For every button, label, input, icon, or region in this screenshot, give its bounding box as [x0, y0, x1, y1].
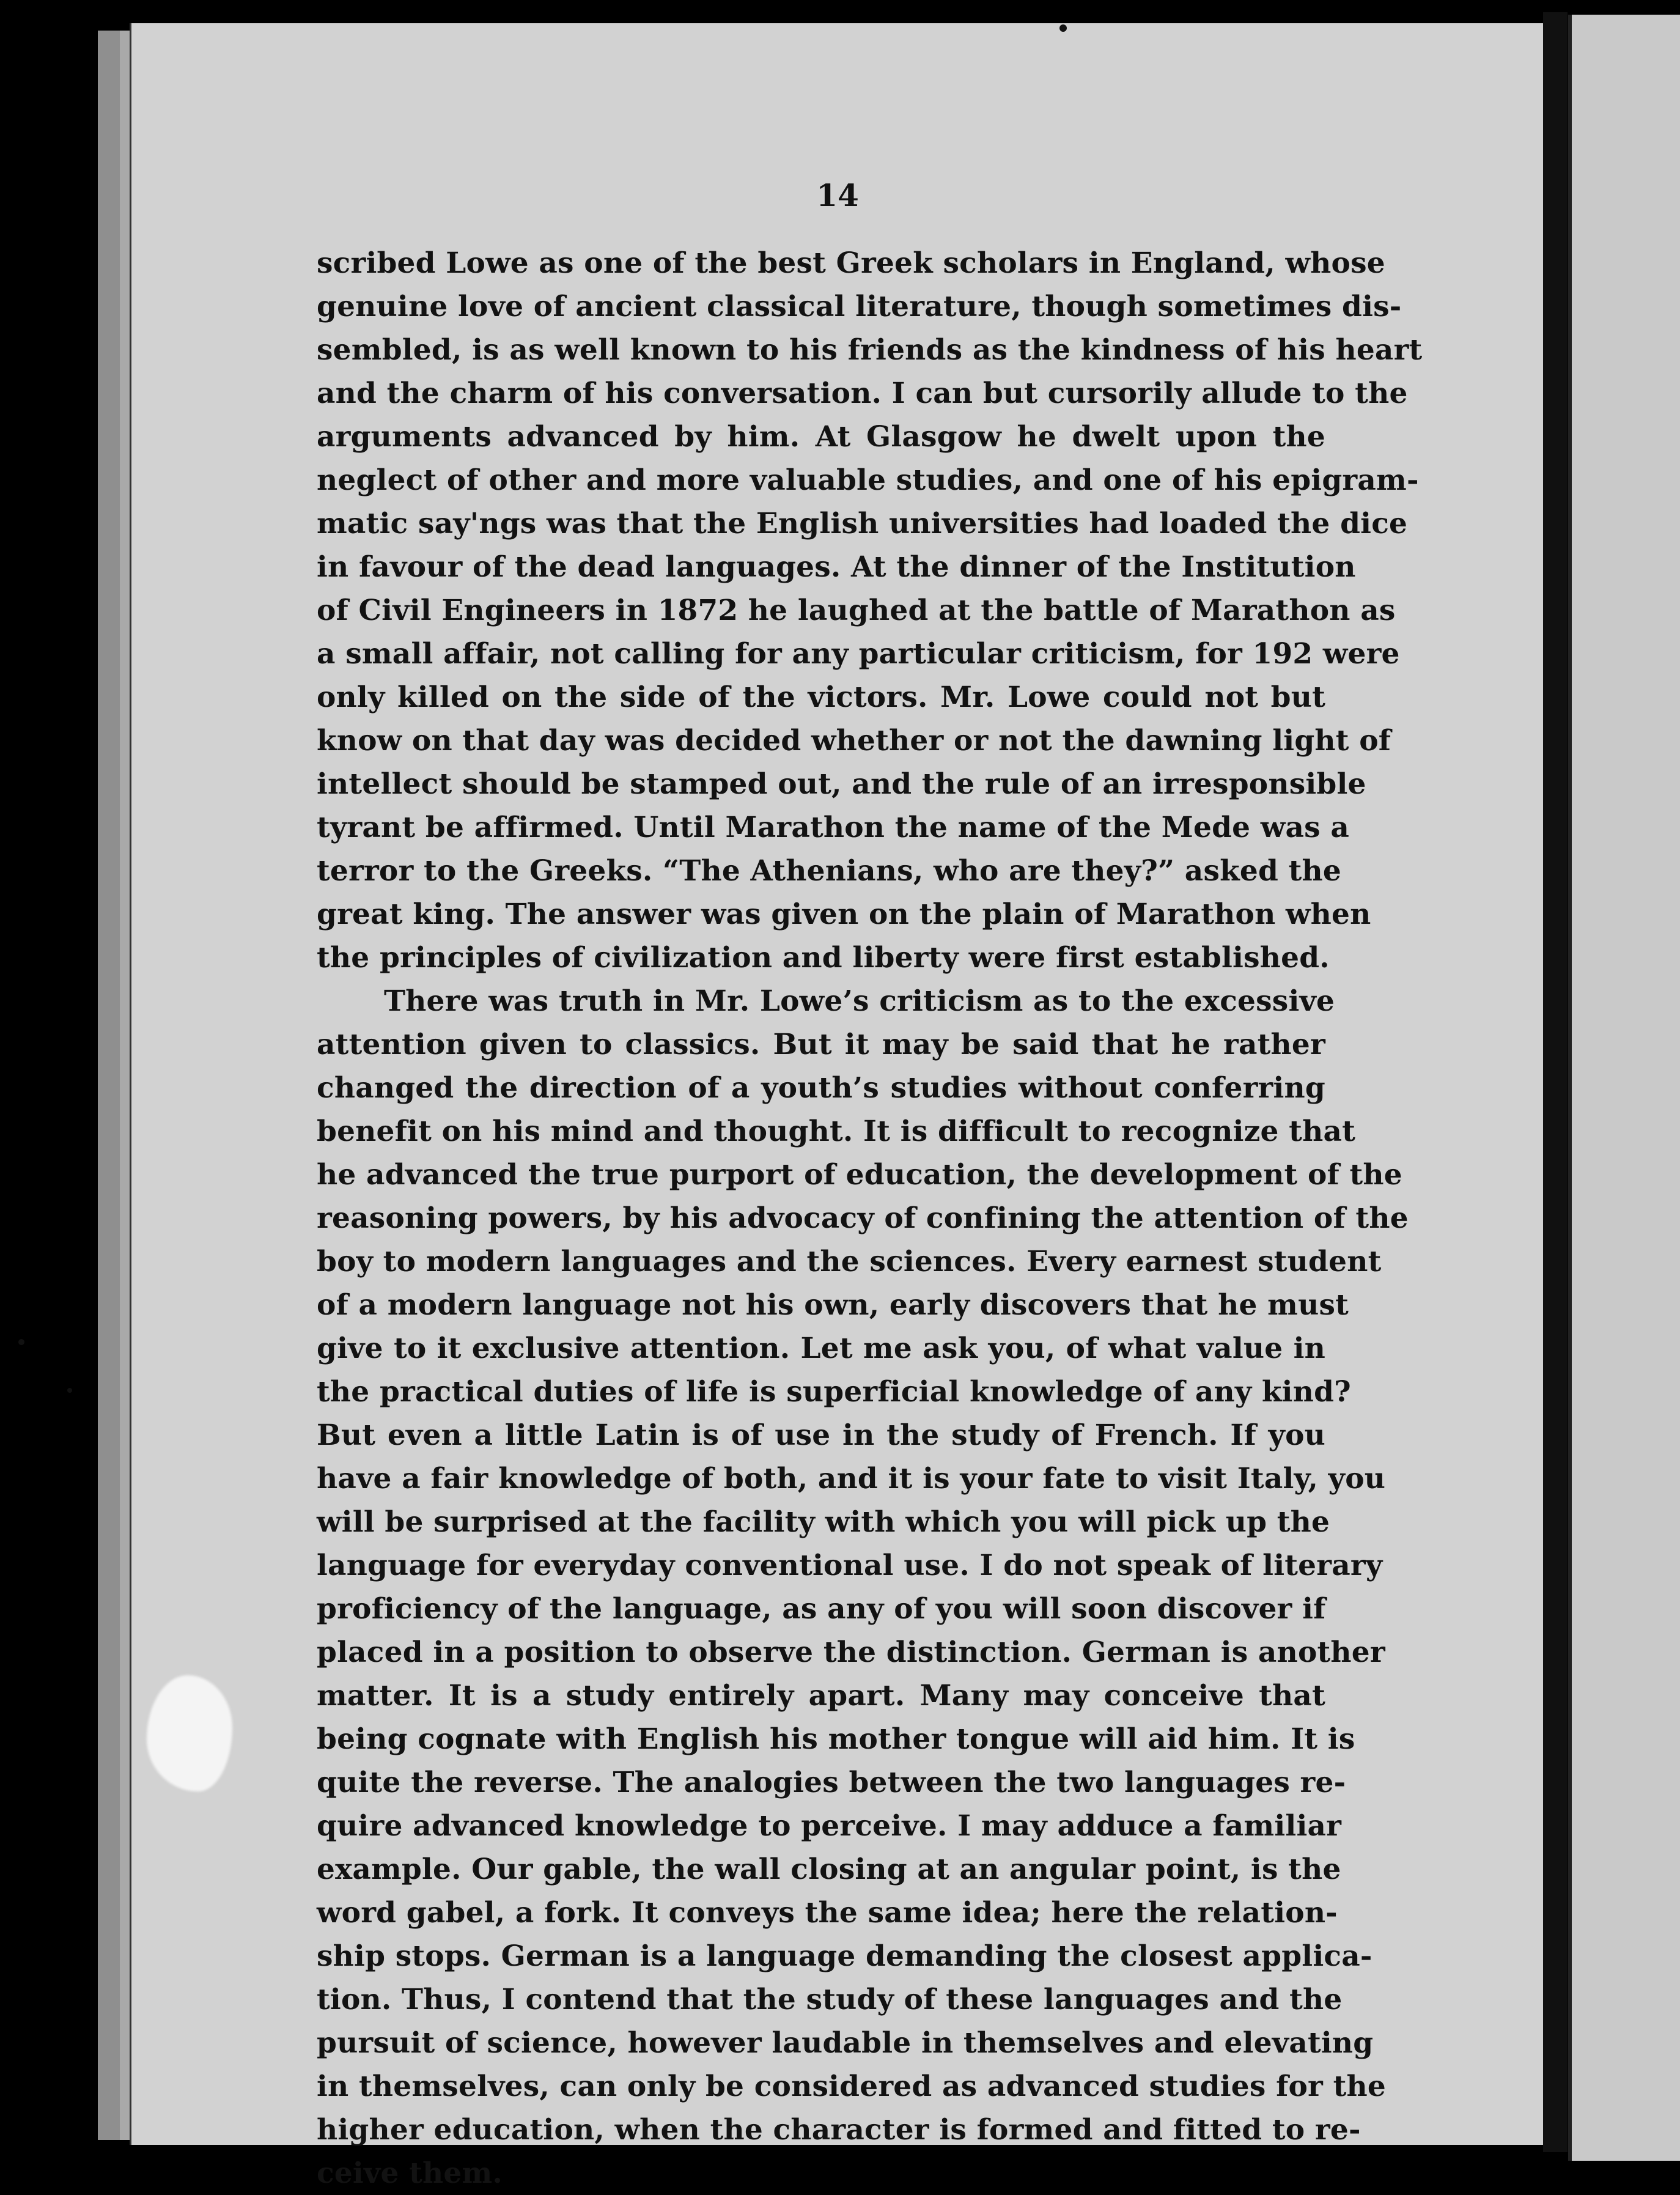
text-line: benefit on his mind and thought. It is difficult to recognize that [317, 1115, 1356, 1148]
text-line: neglect of other and more valuable studies, and one of his epigram- [317, 463, 1419, 497]
text-line: intellect should be stamped out, and the rule of an irresponsible [317, 767, 1366, 801]
text-line: know on that day was decided whether or not the dawning light of [317, 724, 1391, 758]
adjacent-page-edge [1568, 15, 1680, 2161]
text-line: placed in a position to observe the distinction. German is another [317, 1636, 1385, 1669]
text-line: tyrant be affirmed. Until Marathon the name of the Mede was a [317, 811, 1350, 844]
text-line: matter. It is a study entirely apart. Many may conceive that [317, 1679, 1325, 1713]
text-line: a small affair, not calling for any particular criticism, for 192 were [317, 637, 1400, 671]
text-line: great king. The answer was given on the plain of Marathon when [317, 898, 1371, 931]
text-line: There was truth in Mr. Lowe’s criticism as to the excessive [384, 984, 1335, 1018]
text-line: and the charm of his conversation. I can but cursorily allude to the [317, 377, 1408, 410]
text-line: changed the direction of a youth’s studies without conferring [317, 1071, 1325, 1105]
text-line: ship stops. German is a language demanding the closest applica- [317, 1939, 1372, 1973]
text-line: he advanced the true purport of education, the development of the [317, 1158, 1402, 1192]
paragraph-1 [317, 242, 1423, 979]
text-line: quire advanced knowledge to perceive. I may adduce a familiar [317, 1809, 1342, 1843]
text-line: of a modern language not his own, early discovers that he must [317, 1288, 1349, 1322]
text-line: language for everyday conventional use. I do not speak of literary [317, 1549, 1383, 1582]
text-line: the principles of civilization and liberty were first established. [317, 941, 1330, 975]
text-line: pursuit of science, however laudable in themselves and elevating [317, 2026, 1374, 2060]
text-line: being cognate with English his mother tongue will aid him. It is [317, 1722, 1355, 1756]
paragraph-2 [317, 979, 1409, 2195]
text-line: quite the reverse. The analogies between the two languages re- [317, 1766, 1346, 1799]
text-line: higher education, when the character is formed and fitted to re- [317, 2113, 1361, 2147]
text-line: But even a little Latin is of use in the study of French. If you [317, 1418, 1325, 1452]
ink-speck [18, 1339, 24, 1345]
text-line: arguments advanced by him. At Glasgow he dwelt upon the [317, 420, 1325, 454]
text-line: genuine love of ancient classical literature, though sometimes dis- [317, 290, 1402, 323]
text-line: example. Our gable, the wall closing at an angular point, is the [317, 1853, 1341, 1886]
text-line: the practical duties of life is superficial knowledge of any kind? [317, 1375, 1351, 1409]
text-line: reasoning powers, by his advocacy of confining the attention of the [317, 1201, 1409, 1235]
text-line: of Civil Engineers in 1872 he laughed at the battle of Marathon as [317, 594, 1396, 627]
paper-stain [147, 1675, 232, 1791]
text-line: terror to the Greeks. “The Athenians, who are they?” asked the [317, 854, 1341, 888]
ink-speck [1059, 24, 1067, 32]
text-line: scribed Lowe as one of the best Greek scholars in England, whose [317, 246, 1385, 280]
text-line: will be surprised at the facility with which you will pick up the [317, 1505, 1330, 1539]
ink-speck [67, 1388, 72, 1393]
body-text [317, 242, 1423, 2195]
text-line: attention given to classics. But it may be said that he rather [317, 1028, 1325, 1061]
text-line: tion. Thus, I contend that the study of these languages and the [317, 1983, 1343, 2016]
text-line: matic say'ngs was that the English universities had loaded the dice [317, 507, 1408, 540]
text-line: ceive them. [317, 2156, 503, 2190]
text-line: sembled, is as well known to his friends as the kindness of his heart [317, 333, 1423, 367]
text-line: have a fair knowledge of both, and it is your fate to visit Italy, you [317, 1462, 1386, 1496]
text-line: boy to modern languages and the sciences. Every earnest student [317, 1245, 1382, 1278]
page-number: 14 [816, 177, 859, 213]
text-line: proficiency of the language, as any of you will soon discover if [317, 1592, 1326, 1626]
text-line: give to it exclusive attention. Let me ask you, of what value in [317, 1332, 1325, 1365]
text-line: in themselves, can only be considered as advanced studies for the [317, 2070, 1386, 2103]
text-line: only killed on the side of the victors. Mr. Lowe could not but [317, 681, 1325, 714]
text-line: in favour of the dead languages. At the dinner of the Institution [317, 550, 1356, 584]
gutter-shadow [1543, 12, 1568, 2152]
text-line: word gabel, a fork. It conveys the same idea; here the relation- [317, 1896, 1338, 1930]
